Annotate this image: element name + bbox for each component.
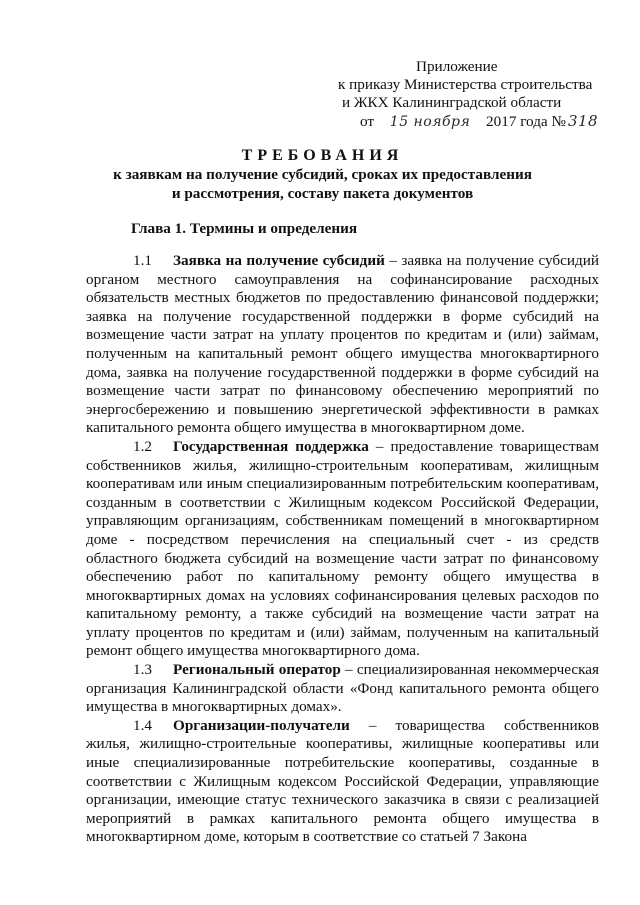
item-text: – специализированная некоммерческая организация Калининградской области «Фонд капитального ремонта общего имущества в многоквартирных домах».	[86, 661, 599, 716]
item-term: Государственная поддержка	[173, 437, 369, 455]
item-term: Организации-получатели	[173, 716, 350, 734]
item-text: – товарищества собственников жилья, жилищно-строительные кооперативы, жилищные кооперативы или иные специализированные потребительские кооперативы, созданные в соответствии с Жилищным кодексом Российской Федерации, управляющие организации, имеющие статус технического заказчика в связи с реализацией мероприятий в рамках капитального ремонта общего имущества в многоквартирном доме, которым в соответствие со статьей 7 Закона	[86, 716, 599, 846]
paragraph-1-3	[86, 661, 599, 717]
paragraph-1-4	[86, 717, 599, 847]
item-term: Региональный оператор	[173, 661, 341, 679]
appendix-line-4	[338, 112, 608, 131]
item-number: 1.3	[133, 661, 152, 679]
item-term: Заявка на получение субсидий	[173, 252, 385, 269]
appendix-line-2: к приказу Министерства строительства	[338, 76, 593, 93]
appendix-line-3: и ЖКХ Калининградской области	[342, 94, 562, 111]
appendix-year-text: 2017 года №	[486, 113, 566, 130]
appendix-block	[338, 58, 608, 131]
appendix-line-1: Приложение	[416, 58, 498, 75]
paragraph-1-1	[86, 252, 599, 438]
document-body	[86, 252, 599, 847]
handwritten-date: 15 ноября	[389, 114, 471, 130]
item-text: – предоставление товариществам собственников жилья, жилищно-строительным кооперативам, жилищным кооперативам или иным специализированным потребительским кооперативам, созданным в соответствии с Жилищным кодексом Российской Федерации, управляющим организациям, собственникам помещений в многоквартирном доме - посредством перечисления на специальный счет - из средств областного бюджета субсидий на возмещение части затрат по финансовому обеспечению работ по капитальному ремонту общего имущества в многоквартирных домах на условиях софинансирования целевых расходов по капитальному ремонту, а также субсидий на возмещение части затрат на уплату процентов по кредитам и (или) займам, полученным на капитальный ремонт общего имущества многоквартирного дома.	[86, 437, 599, 660]
item-number: 1.2	[133, 437, 152, 455]
document-title: ТРЕБОВАНИЯ	[241, 147, 404, 164]
item-text: – заявка на получение субсидий органом местного самоуправления на софинансирование расходных обязательств местных бюджетов по предоставлению финансовой поддержки; заявка на получение государственной поддержки в форме субсидий на возмещение части затрат на уплату процентов по кредитам и (или) займам, полученным на капитальный ремонт общего имущества многоквартирного дома, заявка на получение государственной поддержки в форме субсидий на возмещение части затрат по финансовому обеспечению мероприятий по энергосбережению и повышению энергетической эффективности в рамках капитального ремонта общего имущества в многоквартирном доме.	[86, 252, 599, 437]
handwritten-number: 318	[567, 112, 599, 130]
appendix-date-prefix: от	[360, 113, 375, 130]
item-number: 1.4	[133, 716, 152, 734]
document-subtitle: к заявкам на получение субсидий, сроках их предоставления и рассмотрения, составу пакета документов	[113, 166, 532, 202]
paragraph-1-2	[86, 438, 599, 661]
chapter-heading: Глава 1. Термины и определения	[131, 220, 358, 237]
item-number: 1.1	[133, 252, 152, 269]
